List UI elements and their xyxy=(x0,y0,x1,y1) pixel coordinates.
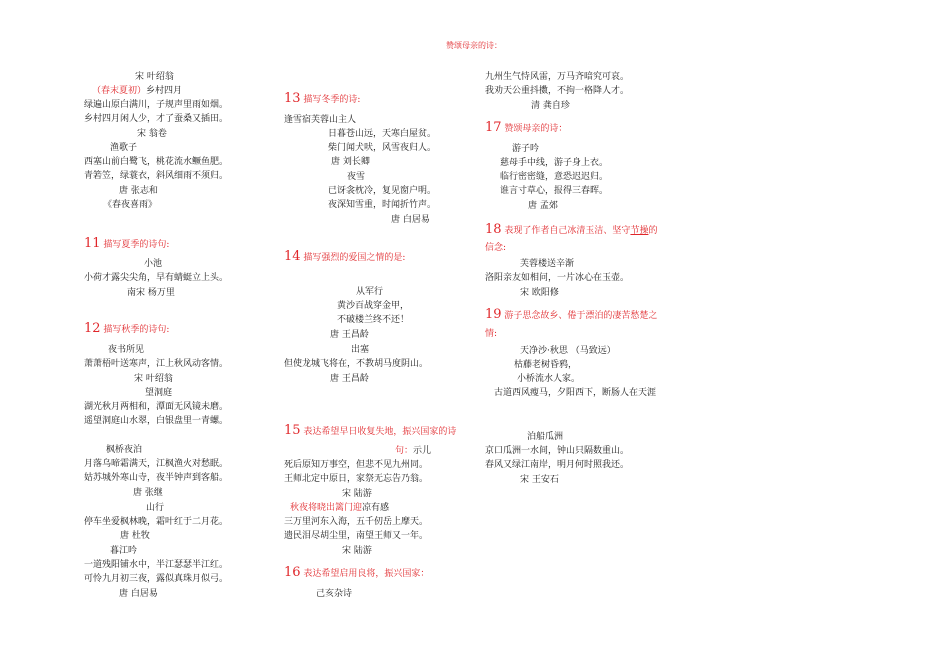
section-heading-continuation: 信念: xyxy=(485,243,507,253)
poem-line: 柴门闻犬吠，风雪夜归人。 xyxy=(328,143,437,153)
author-line: 宋 翁卷 xyxy=(137,129,167,139)
poem-title-line xyxy=(290,502,389,514)
poem-line: 但使龙城飞将在，不教胡马度阴山。 xyxy=(284,359,429,369)
poem-line: 一道残阳铺水中，半江瑟瑟半江红。 xyxy=(84,560,229,570)
author-line: 唐 王昌龄 xyxy=(330,374,369,384)
section-heading-text: 游子思念故乡、倦于漂泊的凄苦愁楚之 xyxy=(504,311,658,321)
poem-title: 望洞庭 xyxy=(145,388,173,398)
poem-line: 遥望洞庭山水翠，白银盘里一青螺。 xyxy=(84,416,229,426)
section-heading-15 xyxy=(284,424,456,439)
poem-line: 姑苏城外寒山寺，夜半钟声到客船。 xyxy=(84,473,229,483)
poem-line: 青箬笠，绿蓑衣，斜风细雨不须归。 xyxy=(84,171,229,181)
poem-line: 京口瓜洲一水间，钟山只隔数重山。 xyxy=(485,446,630,456)
poem-title: 山行 xyxy=(146,503,165,513)
section-heading-17 xyxy=(485,121,567,136)
section-heading-text: 描写强烈的爱国之情的是: xyxy=(303,253,406,263)
poem-line: 九州生气恃风雷，万马齐喑究可哀。 xyxy=(485,72,630,82)
section-heading-18 xyxy=(485,223,657,238)
section-number: 13 xyxy=(284,91,301,106)
poem-title: 己亥杂诗 xyxy=(316,589,353,599)
author-line: 唐 白居易 xyxy=(391,215,430,225)
poem-line: 枯藤老树昏鸦， xyxy=(514,360,578,370)
author-line: 唐 刘长卿 xyxy=(331,157,370,167)
poem-line: 小荷才露尖尖角，早有蜻蜓立上头。 xyxy=(84,273,229,283)
poem-title: 示儿 xyxy=(413,446,432,456)
poem-line: 绿遍山原白满川，子规声里雨如烟。 xyxy=(84,100,229,110)
author-line: 唐 王昌龄 xyxy=(330,330,369,340)
poem-line: 慈母手中线，游子身上衣。 xyxy=(500,158,609,168)
section-number: 11 xyxy=(84,236,101,251)
heading-continuation: 句： xyxy=(395,446,414,456)
page-title: 赞颂母亲的诗： xyxy=(446,41,502,50)
poem-title: 渔歌子 xyxy=(110,143,138,153)
poem-title: 夜书所见 xyxy=(108,345,145,355)
section-number: 14 xyxy=(284,249,301,264)
poem-line: 春风又绿江南岸，明月何时照我还。 xyxy=(485,460,630,470)
poem-title: 乡村四月 xyxy=(146,86,183,96)
poem-title: 逢雪宿芙蓉山主人 xyxy=(284,115,357,125)
author-line: 唐 白居易 xyxy=(119,589,158,599)
poem-title: 从军行 xyxy=(356,287,384,297)
section-heading-text: 表达希望启用良将，振兴国家： xyxy=(303,569,430,579)
poem-title-line xyxy=(92,85,182,97)
section-heading-underlined: 节操 xyxy=(630,226,649,236)
poem-line: 可怜九月初三夜，露似真珠月似弓。 xyxy=(84,574,229,584)
poem-line: 月落乌啼霜满天，江枫渔火对愁眠。 xyxy=(84,459,229,469)
author-line: 宋 陆游 xyxy=(342,489,372,499)
section-heading-text: 表达希望早日收复失地，振兴国家的诗 xyxy=(303,427,457,437)
poem-line: 西塞山前白鹭飞，桃花流水鳜鱼肥。 xyxy=(84,157,229,167)
poem-line: 已讶衾枕冷，复见窗户明。 xyxy=(328,186,437,196)
poem-line: 我劝天公重抖擞，不拘一格降人才。 xyxy=(485,86,630,96)
section-heading-text: 赞颂母亲的诗： xyxy=(504,124,568,134)
section-number: 16 xyxy=(284,565,301,580)
author-line: 清 龚自珍 xyxy=(531,101,570,111)
poem-line: 死后原知万事空，但悲不见九州同。 xyxy=(284,460,429,470)
section-heading-14 xyxy=(284,250,405,265)
poem-title: 《春夜喜雨》 xyxy=(103,200,158,210)
poem-title: 夜雪 xyxy=(347,172,366,182)
poem-line: 不破楼兰终不还！ xyxy=(337,315,410,325)
section-heading-continuation: 情: xyxy=(485,329,498,339)
author-line: 宋 陆游 xyxy=(342,546,372,556)
section-number: 18 xyxy=(485,222,502,237)
poem-line: 谁言寸草心，报得三春晖。 xyxy=(500,186,609,196)
poem-line: 王师北定中原日，家祭无忘告乃翁。 xyxy=(284,474,429,484)
poem-title: 泊船瓜洲 xyxy=(527,432,564,442)
poem-title: 小池 xyxy=(144,259,163,269)
section-heading-text: 描写夏季的诗句: xyxy=(103,240,170,250)
author-line: 唐 杜牧 xyxy=(120,531,150,541)
section-number: 17 xyxy=(485,120,502,135)
poem-title: 出塞 xyxy=(351,345,370,355)
section-heading-text: 表现了作者自己冰清玉洁、坚守 xyxy=(504,226,631,236)
poem-line: 三万里河东入海，五千仞岳上摩天。 xyxy=(284,517,429,527)
poem-title: 芙蓉楼送辛渐 xyxy=(520,259,575,269)
poem-line: 湖光秋月两相和，潭面无风镜未磨。 xyxy=(84,402,229,412)
author-line: 宋 叶绍翁 xyxy=(135,72,174,82)
section-heading-text: 描写冬季的诗: xyxy=(303,95,361,105)
poem-line: 洛阳亲友如相问，一片冰心在玉壶。 xyxy=(485,273,630,283)
poem-title: 游子吟 xyxy=(512,144,540,154)
author-line: 宋 欧阳修 xyxy=(520,288,559,298)
poem-line: 萧萧梧叶送寒声，江上秋风动客情。 xyxy=(84,359,229,369)
author-line: 唐 张继 xyxy=(133,488,163,498)
section-heading-11 xyxy=(84,237,169,252)
poem-title: 枫桥夜泊 xyxy=(106,445,143,455)
season-tag: （春末夏初） xyxy=(92,86,147,96)
section-heading-19 xyxy=(485,308,657,323)
poem-line: 小桥流水人家。 xyxy=(517,374,581,384)
poem-title: 天净沙·秋思 （马致远） xyxy=(520,346,616,356)
poem-line: 夜深知雪重，时闻折竹声。 xyxy=(328,200,437,210)
author-line: 南宋 杨万里 xyxy=(127,288,175,298)
author-line: 唐 张志和 xyxy=(119,186,158,196)
section-heading-12 xyxy=(84,322,169,337)
poem-line: 停车坐爱枫林晚，霜叶红于二月花。 xyxy=(84,517,229,527)
poem-line: 临行密密缝，意恐迟迟归。 xyxy=(500,172,609,182)
poem-line: 黄沙百战穿金甲， xyxy=(337,301,410,311)
poem-line: 乡村四月闲人少，才了蚕桑又插田。 xyxy=(84,114,229,124)
poem-title-line xyxy=(395,445,431,457)
poem-line: 日暮苍山远，天寒白屋贫。 xyxy=(328,129,437,139)
author-line: 宋 叶绍翁 xyxy=(134,374,173,384)
section-number: 15 xyxy=(284,423,301,438)
section-heading-text: 描写秋季的诗句: xyxy=(103,325,170,335)
poem-title: 凉有感 xyxy=(362,503,390,513)
poem-title: 暮江吟 xyxy=(110,546,138,556)
poem-title-highlight: 秋夜将晓出篱门迎 xyxy=(290,503,363,513)
poem-line: 遗民泪尽胡尘里，南望王师又一年。 xyxy=(284,531,429,541)
section-heading-text: 的 xyxy=(648,226,658,236)
section-number: 12 xyxy=(84,321,101,336)
section-heading-13 xyxy=(284,92,360,107)
poem-line: 古道西风瘦马，夕阳西下，断肠人在天涯 xyxy=(494,388,657,398)
author-line: 唐 孟郊 xyxy=(528,201,558,211)
section-heading-16 xyxy=(284,566,429,581)
author-line: 宋 王安石 xyxy=(520,475,559,485)
section-number: 19 xyxy=(485,307,502,322)
